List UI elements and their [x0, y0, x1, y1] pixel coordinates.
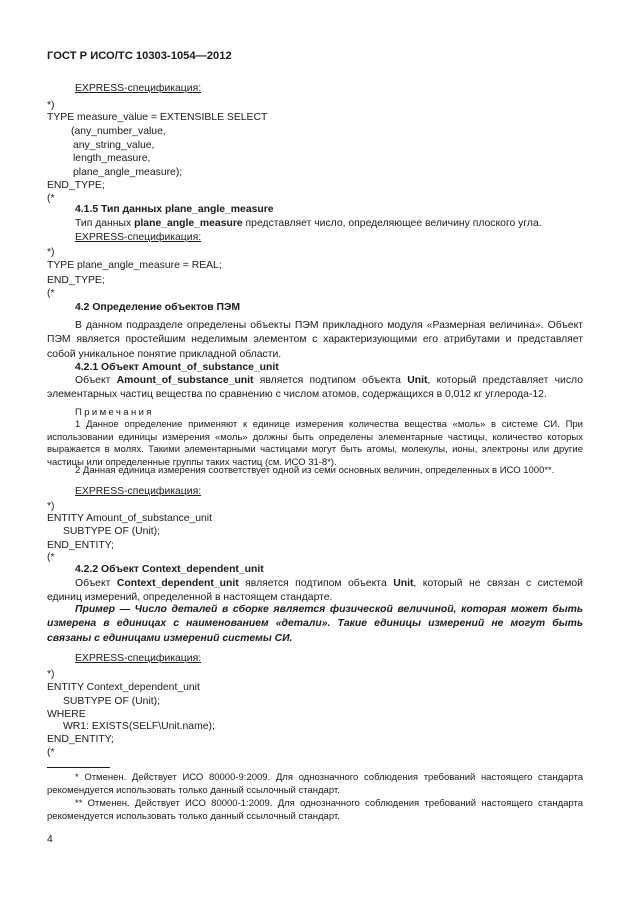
code-line: WR1: EXISTS(SELF\Unit.name); — [63, 721, 215, 732]
code-line: SUBTYPE OF (Unit); — [63, 696, 160, 707]
code-line: *) — [47, 100, 55, 111]
code-line: END_TYPE; — [47, 275, 105, 286]
code-line: plane_angle_measure); — [73, 167, 183, 178]
code-line: *) — [47, 669, 55, 680]
footnote-divider — [47, 767, 110, 768]
section-heading: 4.1.5 Тип данных plane_angle_measure — [75, 204, 274, 215]
footnote: * Отменен. Действует ИСО 80000-9:2009. Для однозначного соблюдения требований настоящего стандарта рекомендуется использовать только данный ссылочный стандарт. — [47, 772, 583, 797]
express-label: EXPRESS-спецификация: — [75, 653, 202, 664]
footnote: ** Отменен. Действует ИСО 80000-1:2009. Для однозначного соблюдения требований настоящего стандарта рекомендуется использовать только данный ссылочный стандарт. — [47, 798, 583, 823]
note: 1 Данное определение применяют к единице измерения количества вещества «моль» в системе СИ. При использовании единицы измерения «моль» должны быть определены элементарные частицы, количество которых выражается в молях. Такими элементарными частицами могут быть атомы, молекулы, ионы, электроны или другие частицы или определенные группы таких частиц (см. ИСО 31-8*). — [47, 419, 583, 468]
express-label: EXPRESS-спецификация: — [75, 83, 202, 94]
code-line: *) — [47, 501, 55, 512]
code-line: (* — [47, 747, 55, 758]
running-header: ГОСТ Р ИСО/ТС 10303-1054—2012 — [47, 50, 232, 62]
example: Пример — Число деталей в сборке является физической величиной, которая может быть измерена в единицах с наименованием «детали». Такие единицы измерений не могут быть связаны с единицами измерений системы СИ. — [47, 604, 583, 644]
code-line: (any_number_value, — [71, 126, 166, 137]
section-heading: 4.2 Определение объектов ПЭМ — [75, 302, 241, 313]
code-line: length_measure, — [73, 153, 151, 164]
notes-title: Примечания — [75, 407, 154, 418]
code-line: END_ENTITY; — [47, 540, 114, 551]
code-line: *) — [47, 247, 55, 258]
code-line: (* — [47, 552, 55, 563]
paragraph: Тип данных plane_angle_measure представляет число, определяющее величину плоского угла. — [75, 218, 542, 229]
section-heading: 4.2.2 Объект Context_dependent_unit — [75, 564, 264, 575]
express-label: EXPRESS-спецификация: — [75, 232, 202, 243]
code-line: END_ENTITY; — [47, 734, 114, 745]
code-line: (* — [47, 193, 55, 204]
section-heading: 4.2.1 Объект Amount_of_substance_unit — [75, 362, 279, 373]
code-line: WHERE — [47, 709, 86, 720]
code-line: ENTITY Context_dependent_unit — [47, 682, 200, 693]
code-line: (* — [47, 288, 55, 299]
paragraph: В данном подразделе определены объекты ПЭМ прикладного модуля «Размерная величина». Объект ПЭМ является простейшим неделимым элементом с характеризующими его атрибутами и представляет собой уникальное понятие прикладной области. — [47, 320, 583, 360]
code-line: SUBTYPE OF (Unit); — [63, 526, 160, 537]
note: 2 Данная единица измерения соответствует одной из семи основных величин, определенных в ИСО 1000**. — [75, 465, 555, 476]
page-number: 4 — [47, 834, 53, 845]
code-line: ENTITY Amount_of_substance_unit — [47, 513, 213, 524]
paragraph: Объект Amount_of_substance_unit является подтипом объекта Unit, который представляет число элементарных частиц вещества по сравнению с числом атомов, содержащихся в 0,012 кг углерода-12. — [47, 375, 584, 401]
code-line: END_TYPE; — [47, 180, 105, 191]
paragraph: Объект Context_dependent_unit является подтипом объекта Unit, который не связан с системой единиц измерений, определенной в настоящем стандарте. — [47, 578, 583, 604]
express-label: EXPRESS-спецификация: — [75, 486, 202, 497]
code-line: TYPE plane_angle_measure = REAL; — [47, 260, 222, 271]
code-line: TYPE measure_value = EXTENSIBLE SELECT — [47, 112, 268, 123]
code-line: any_string_value, — [73, 140, 155, 151]
